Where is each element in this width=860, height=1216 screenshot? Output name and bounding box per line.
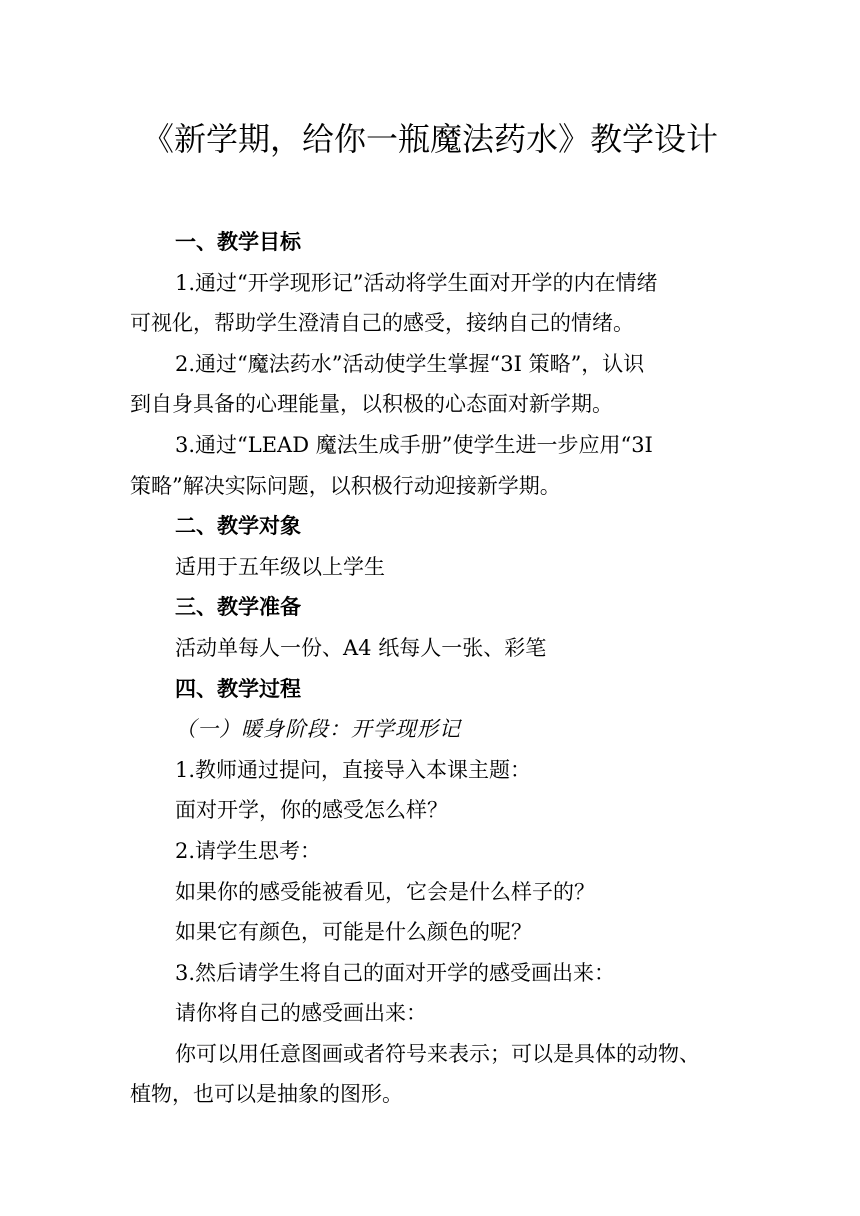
paragraph-line: 活动单每人一份、A4 纸每人一张、彩笔 (175, 635, 547, 660)
paragraph-line: 植物，也可以是抽象的图形。 (130, 1082, 403, 1107)
document-title: 《新学期，给你一瓶魔法药水》教学设计 (141, 120, 718, 158)
paragraph-line: 如果你的感受能被看见，它会是什么样子的？ (175, 879, 595, 904)
paragraph-line: 2.请学生思考： (175, 838, 322, 863)
paragraph-line: 适用于五年级以上学生 (175, 554, 385, 579)
section-heading: 一、教学目标 (175, 230, 301, 254)
paragraph-line: 请你将自己的感受画出来： (175, 1001, 427, 1026)
paragraph-line: 你可以用任意图画或者符号来表示；可以是具体的动物、 (175, 1041, 700, 1066)
paragraph-line: 面对开学，你的感受怎么样？ (175, 798, 448, 823)
document-body (130, 222, 735, 1115)
paragraph-line: 3.然后请学生将自己的面对开学的感受画出来： (175, 960, 616, 985)
paragraph-line: 可视化，帮助学生澄清自己的感受，接纳自己的情绪。 (130, 311, 634, 336)
section-heading: 四、教学过程 (175, 676, 301, 701)
subsection-heading: （一）暖身阶段：开学现形记 (175, 717, 461, 742)
paragraph-line: 1.教师通过提问，直接导入本课主题： (175, 757, 532, 782)
paragraph-line: 2.通过“魔法药水”活动使学生掌握“3I 策略”，认识 (175, 351, 645, 376)
paragraph-line: 1.通过“开学现形记”活动将学生面对开学的内在情绪 (175, 270, 658, 295)
paragraph-line: 如果它有颜色，可能是什么颜色的呢？ (175, 920, 532, 945)
paragraph-line: 到自身具备的心理能量，以积极的心态面对新学期。 (130, 392, 613, 417)
section-heading: 三、教学准备 (175, 595, 301, 620)
section-heading: 二、教学对象 (175, 514, 301, 539)
paragraph-line: 3.通过“LEAD 魔法生成手册”使学生进一步应用“3I (175, 432, 653, 457)
paragraph-line: 策略”解决实际问题，以积极行动迎接新学期。 (130, 473, 561, 498)
